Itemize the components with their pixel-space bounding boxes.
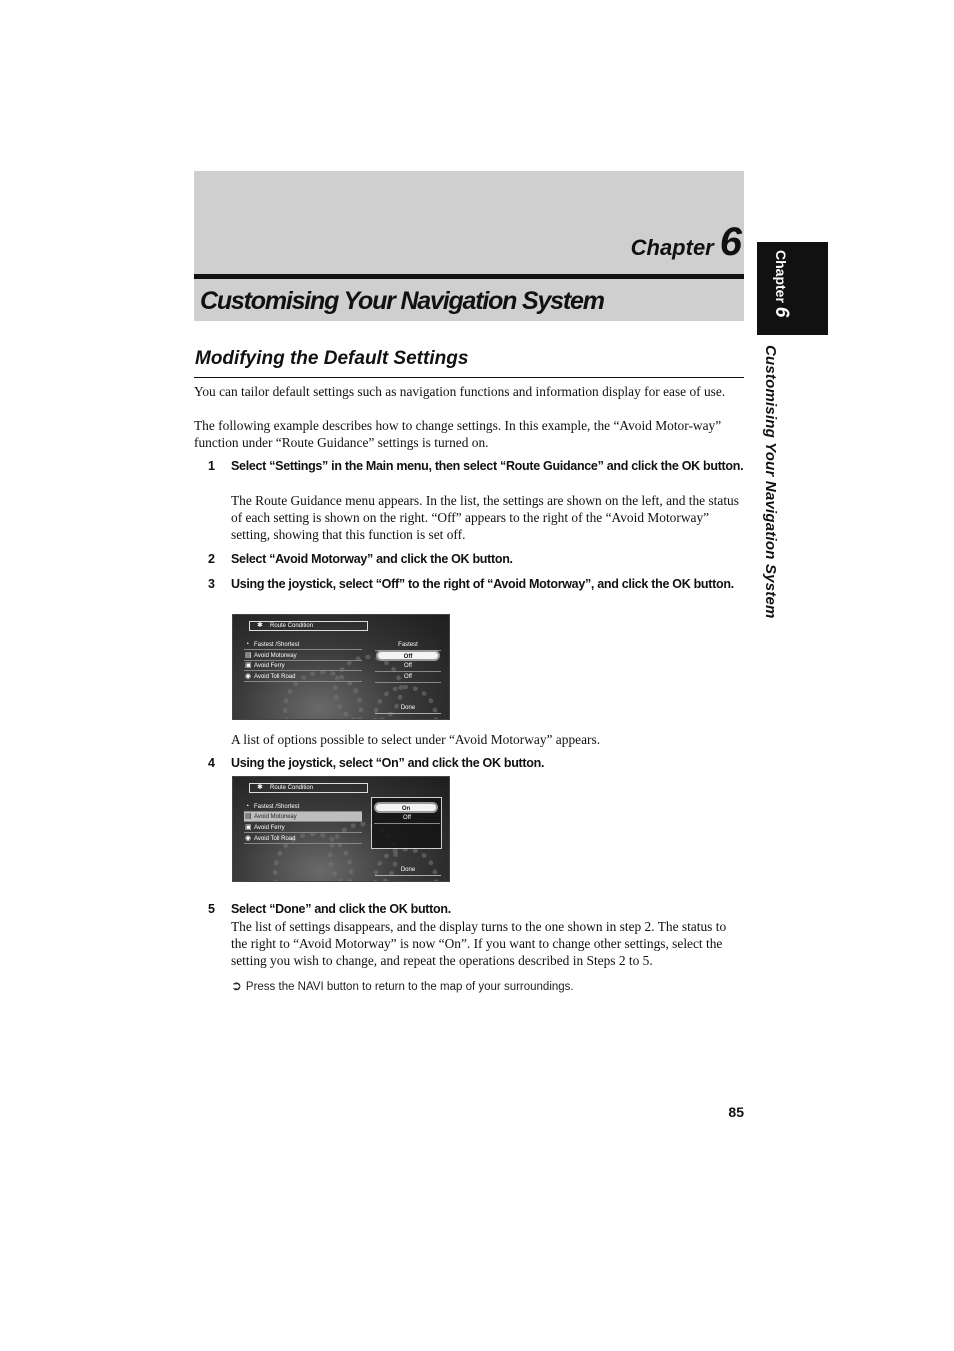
chapter-number: 6: [719, 220, 742, 264]
screen-title: Route Condition: [270, 623, 314, 629]
setting-label: Avoid Toll Road: [254, 836, 296, 842]
chapter-word: Chapter: [630, 235, 714, 260]
side-section-title: Customising Your Navigation System: [762, 345, 779, 619]
setting-row[interactable]: [244, 651, 362, 661]
side-tab-label: [764, 250, 792, 330]
option-on[interactable]: On: [374, 802, 438, 813]
step-number: 5: [208, 902, 215, 916]
step-body: A list of options possible to select under “Avoid Motorway” appears.: [231, 732, 601, 747]
setting-row[interactable]: [244, 802, 362, 812]
note: [231, 978, 745, 994]
side-tab-chapter-word: Chapter: [773, 250, 789, 303]
section-heading-rule: [194, 377, 744, 378]
setting-row[interactable]: [244, 672, 362, 682]
ferry-icon: ▣: [245, 662, 252, 669]
setting-row[interactable]: [244, 640, 362, 650]
side-tab-chapter-number: 6: [771, 306, 792, 318]
option-off[interactable]: Off: [374, 813, 440, 824]
done-button[interactable]: Done: [375, 704, 441, 714]
setting-value-selected[interactable]: Off: [376, 650, 440, 661]
done-button[interactable]: Done: [375, 866, 441, 876]
setting-label: Avoid Motorway: [254, 814, 297, 820]
setting-row[interactable]: [244, 661, 362, 671]
setting-label: Avoid Ferry: [254, 663, 285, 669]
intro-paragraph-2: The following example describes how to change settings. In this example, the “Avoid Motor-way” function under “Route Guidance” settings is turned on.: [194, 418, 722, 450]
setting-label: Avoid Toll Road: [254, 674, 296, 680]
clock-icon: ◔: [245, 803, 250, 810]
step-heading: Using the joystick, select “On” and click the OK button.: [231, 756, 545, 770]
step-number: 3: [208, 577, 215, 591]
screen-title: Route Condition: [270, 785, 314, 791]
step-body: The list of settings disappears, and the display turns to the one shown in step 2. The status to the right to “Avoid Motorway” is now “On”. If you want to change other settings, select the setting you wish to change, and repeat the operations described in Steps 2 to 5.: [231, 919, 727, 968]
route-icon: ✱: [257, 622, 263, 629]
page-title: Customising Your Navigation System: [200, 287, 604, 315]
setting-value[interactable]: Fastest: [375, 640, 441, 651]
step-heading: Select “Done” and click the OK button.: [231, 902, 451, 916]
motorway-icon: ▤: [245, 813, 252, 820]
setting-label: Fastest /Shortest: [254, 804, 300, 810]
setting-row[interactable]: [244, 834, 362, 844]
setting-label: Avoid Motorway: [254, 653, 297, 659]
route-condition-screenshot-2: [232, 776, 450, 882]
setting-row[interactable]: [244, 823, 362, 833]
intro-paragraph-1: You can tailor default settings such as navigation functions and information display for ease of use.: [194, 384, 726, 399]
motorway-icon: ▤: [245, 652, 252, 659]
setting-label: Fastest /Shortest: [254, 642, 300, 648]
step-heading: Using the joystick, select “Off” to the right of “Avoid Motorway”, and click the OK button.: [231, 577, 734, 591]
setting-value[interactable]: Off: [375, 661, 441, 672]
setting-row-highlighted[interactable]: [244, 812, 362, 822]
step-heading: Select “Avoid Motorway” and click the OK button.: [231, 552, 513, 566]
step-number: 4: [208, 756, 215, 770]
setting-value[interactable]: Off: [375, 672, 441, 683]
toll-icon: ◉: [245, 673, 252, 680]
setting-label: Avoid Ferry: [254, 825, 285, 831]
section-heading: Modifying the Default Settings: [195, 348, 469, 369]
step-body: The Route Guidance menu appears. In the list, the settings are shown on the left, and the status of each setting is shown on the right. “Off” appears to the right of the “Avoid Motorway” setting, showing that this function is set off.: [231, 493, 739, 542]
route-icon: ✱: [257, 784, 263, 791]
step-number: 2: [208, 552, 215, 566]
step-heading: Select “Settings” in the Main menu, then select “Route Guidance” and click the OK button.: [231, 459, 744, 473]
screen-title-bar: [249, 621, 368, 631]
ferry-icon: ▣: [245, 824, 252, 831]
page-number: 85: [728, 1104, 744, 1120]
chapter-label: [194, 222, 742, 262]
clock-icon: ◔: [245, 641, 250, 648]
note-arrow-icon: ➲: [231, 978, 242, 993]
note-text: Press the NAVI button to return to the map of your surroundings.: [245, 981, 574, 993]
screen-title-bar: [249, 783, 368, 793]
step-number: 1: [208, 459, 215, 473]
route-condition-screenshot-1: [232, 614, 450, 720]
toll-icon: ◉: [245, 835, 252, 842]
